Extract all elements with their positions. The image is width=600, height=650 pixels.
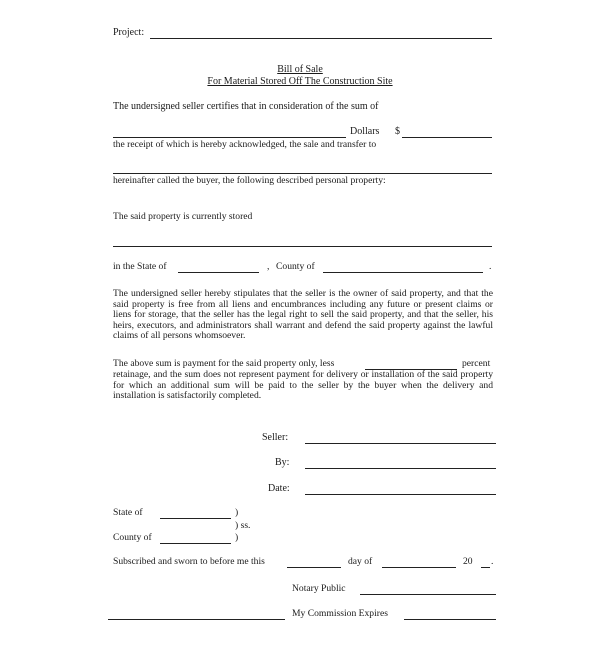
percent-label: percent xyxy=(462,358,491,369)
county-label: County of xyxy=(276,261,315,272)
notary-state-field[interactable] xyxy=(160,518,231,519)
document-subtitle: For Material Stored Off The Construction Site xyxy=(207,76,393,87)
year-field[interactable] xyxy=(481,567,490,568)
county-of-label: County of xyxy=(113,532,152,543)
document-title: Bill of Sale xyxy=(277,64,323,75)
amount-words-field[interactable] xyxy=(113,137,346,138)
year-period: . xyxy=(491,556,494,567)
notary-label: Notary Public xyxy=(292,583,346,594)
day-of-label: day of xyxy=(348,556,373,567)
payment-paragraph-rest: retainage, and the sum does not represent payment for delivery or installation of the said property for which an additional sum will be paid to the seller by the buyer when the delivery and installation is satisfactorily completed. xyxy=(113,369,493,402)
dollar-sign: $ xyxy=(395,126,400,137)
payment-text-start: The above sum is payment for the said property only, less xyxy=(113,358,335,369)
date-label: Date: xyxy=(268,483,290,494)
year-prefix: 20 xyxy=(463,556,473,567)
paren-close-2: ) xyxy=(235,532,239,543)
month-field[interactable] xyxy=(382,567,456,568)
paren-close-1: ) xyxy=(235,507,239,518)
project-field[interactable] xyxy=(150,38,492,39)
stipulation-paragraph: The undersigned seller hereby stipulates that the seller is the owner of said property, and that the said property is free from all liens and encumbrances including any future or present claims or liens for storage, that the seller has the legal right to sell the said property, and that the seller, his heirs, executors, and administrators shall warrant and defend the said property against the lawful claims of all persons whomsoever. xyxy=(113,288,493,342)
subscribed-text: Subscribed and sworn to before me this xyxy=(113,556,265,567)
notary-field[interactable] xyxy=(360,594,496,595)
certify-text: The undersigned seller certifies that in consideration of the sum of xyxy=(113,101,379,112)
state-field[interactable] xyxy=(178,272,259,273)
dollars-label: Dollars xyxy=(350,126,380,137)
project-label: Project: xyxy=(113,27,145,38)
by-label: By: xyxy=(275,457,290,468)
seller-label: Seller: xyxy=(262,432,289,443)
stored-text: The said property is currently stored xyxy=(113,211,253,222)
receipt-text: the receipt of which is hereby acknowledged, the sale and transfer to xyxy=(113,139,377,150)
ss-label: ) ss. xyxy=(235,520,251,531)
seller-field[interactable] xyxy=(305,443,496,444)
commission-field[interactable] xyxy=(404,619,496,620)
commission-label: My Commission Expires xyxy=(292,608,388,619)
period-mark: . xyxy=(489,261,492,272)
notary-signature-field[interactable] xyxy=(108,619,285,620)
storage-location-field[interactable] xyxy=(113,246,492,247)
county-field[interactable] xyxy=(323,272,483,273)
amount-figure-field[interactable] xyxy=(402,137,492,138)
buyer-field[interactable] xyxy=(113,173,492,174)
buyer-text: hereinafter called the buyer, the following described personal property: xyxy=(113,175,386,186)
state-label: in the State of xyxy=(113,261,167,272)
day-field[interactable] xyxy=(287,567,341,568)
notary-county-field[interactable] xyxy=(160,543,231,544)
state-of-label: State of xyxy=(113,507,143,518)
by-field[interactable] xyxy=(305,468,496,469)
date-field[interactable] xyxy=(305,494,496,495)
comma-mark: , xyxy=(267,261,270,272)
